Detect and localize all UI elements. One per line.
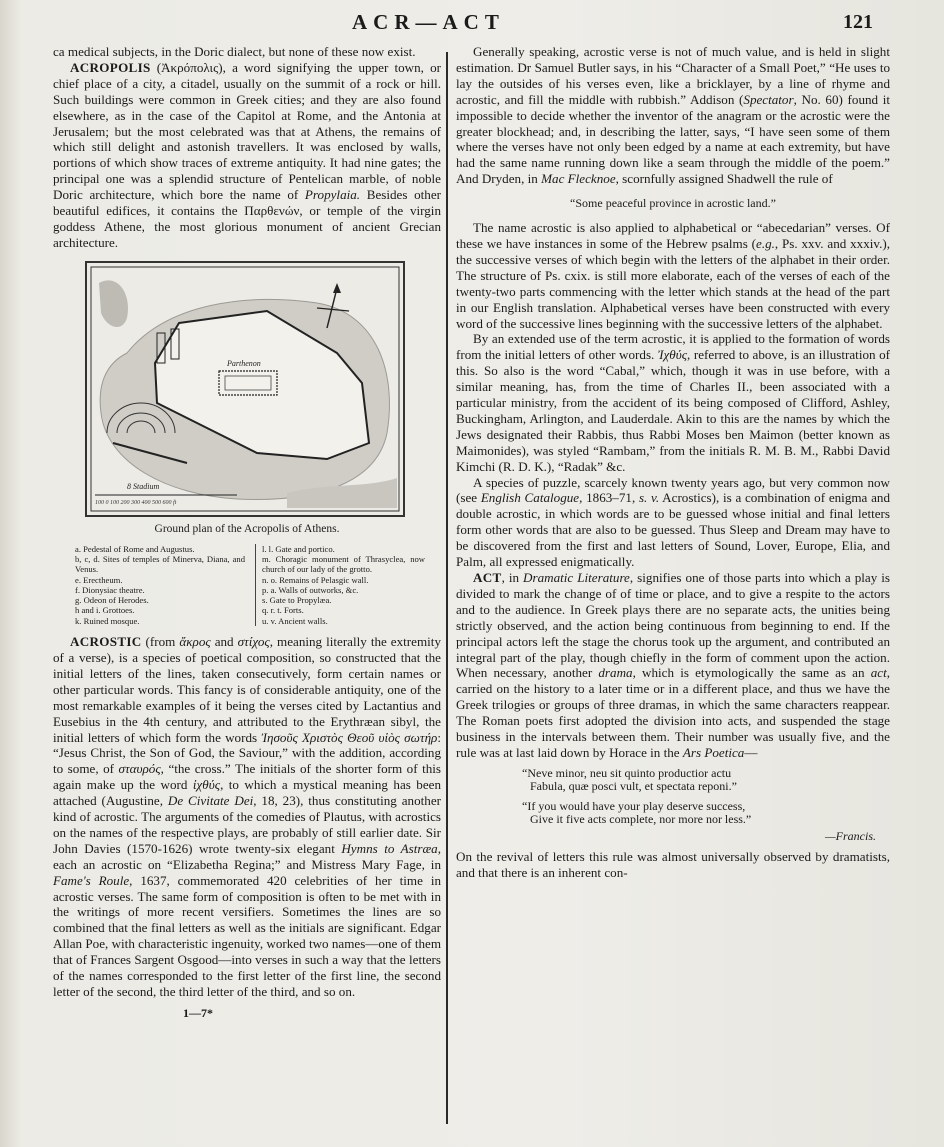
entry-text: , scornfully assigned Shadwell the rule of — [615, 171, 833, 187]
italic-term: s. v. — [638, 490, 660, 506]
entry-text: A species of puzzle, scarcely known twenty years ago, but very common now (see — [456, 474, 890, 506]
legend-item: m. Choragic monument of Thrasyclea, now church of our lady of the grotto. — [262, 553, 425, 575]
legend-item: e. Erectheum. — [75, 574, 123, 585]
legend-item: f. Dionysiac theatre. — [75, 584, 145, 595]
running-head: ACR—ACT — [352, 10, 505, 34]
entry-acrostic — [53, 634, 441, 1000]
entry-text: By an extended use of the term acrostic, it is applied to the formation of words from the initial letters of other words. — [456, 331, 890, 363]
greek-term: Ἰχθύς — [657, 347, 688, 363]
entry-text: , 1637, commemorated 420 celebrities of her time in acrostic verses. The same form of composition is often to be met with in the writings of more recent versifiers. Sometimes the lines are so combined that the final letters as well as the initials are significant. Edgar Allan Poe, with characteristic ingenuity, worked two names—one of them that of Frances Sargent Osgood—into verses in such a way that the letters of the names corresponded to the first letter of the first line, the second letter of the second, the third letter of the third, and so on. — [53, 872, 442, 999]
legend-item: b, c, d. Sites of temples of Minerva, Diana, and Venus. — [75, 553, 245, 575]
entry-text: , Ps. xxv. and xxxiv.), the successive verses of which begin with the letters of the alphabet in their order. The structure of Ps. cxix. is still more elaborate, each of the verses of each of the twenty-two parts commencing with the letter which stands at the head of the part in our English translation. Alphabetical verses have been constructed with every word of the successive lines beginning with the successive letters of the alphabet. — [456, 235, 890, 331]
entry-text: , a word signifying the upper town, or chief place of a city, a citadel, usually on the summit of a rock or hill. Such buildings were common in Greek cities; and they are also found elsewhere, as in the case of the Capitol at Rome, and the Antonia at Jerusalem; but the most celebrated was that at Athens, the remains of which still delight and astonish travellers. It was enclosed by walls, portions of which show traces of extreme antiquity. It had nine gates; the principal one was a splendid structure of Pentelican marble, of noble Doric architecture, which bore the name of — [53, 59, 441, 203]
entry-text: Besides other beautiful edifices, it contains the — [53, 187, 442, 219]
legend-item: a. Pedestal of Rome and Augustus. — [75, 543, 195, 554]
legend-column-right — [255, 544, 425, 626]
legend-item: u. v. Ancient walls. — [262, 615, 328, 626]
paragraph-puzzle — [456, 475, 890, 570]
entry-text: Generally speaking, acrostic verse is not of much value, and is held in slight estimation. Dr Samuel Butler says, in his “Character of a Small Poet,” “He uses to lay the outsides of his verses even, like a bricklayer, by a line of rhyme and acrostic, and fill the middle with rubbish.” Addison ( — [456, 44, 890, 107]
entry-text: , carried on the history to a later time or in a different place, and thus we have the Greek trilogies or groups of three dramas, in which the same characters reappear. The Roman poets first adopted the division into acts, and suspended the stage business in the intervals between them. Their number was usually five, and the rule was at last laid down by Horace in the — [456, 665, 890, 760]
greek-term: Ἰησοῦς Χριστὸς Θεοῦ υἱὸς σωτήρ — [261, 729, 438, 745]
entry-text: , each an acrostic on “Elizabetha Regina;” and Mistress Mary Fage, in — [53, 840, 442, 872]
entry-text: , meaning literally the extremity of a verse), is a species of poetical composition, so constructed that the initial letters of the lines, taken consecutively, form certain names or other particular words. This fancy is of considerable antiquity, one of the most remarkable examples of it being the verses cited by Lactantius and Eusebius in the 4th century, and attributed to the Erythræan sibyl, the initial letters of which form the words — [53, 634, 441, 745]
paragraph-abecedarian — [456, 220, 890, 331]
legend-item: h and i. Grottoes. — [75, 605, 135, 616]
paragraph-acrostic-value — [456, 44, 890, 187]
entry-text: and — [210, 634, 238, 650]
entry-text: Acrostics), is a combination of enigma and double acrostic, in which words are to be guessed whose initial and final letters form other words that are also to be guessed. Thus Sleep and Dream may have to be discovered from the first and last letters of Sound, Lover, Europe, Elia, and Palm, all expressed enigmatically. — [456, 490, 890, 570]
entry-text: (from — [141, 634, 180, 650]
greek-term: Παρθενών — [244, 203, 300, 219]
legend-item: p. a. Walls of outworks, &c. — [262, 584, 359, 595]
italic-term: Propylaia. — [304, 187, 361, 203]
block-quote: “Some peaceful province in acrostic land.” — [570, 196, 776, 211]
right-column — [456, 44, 890, 881]
entry-text: , to which a mystical meaning has been attached (Augustine, — [53, 777, 442, 809]
verse-line: Give it five acts complete, nor more nor less.” — [530, 812, 752, 827]
entry-text: , which is etymologically the same as an — [632, 665, 871, 681]
entry-text: , or temple of the virgin goddess Athene, the most glorious monument of ancient Grecian architecture. — [53, 203, 441, 250]
entry-text: , referred to above, is an illustration of this. So also is the word “Cabal,” which, though it was in use before, with a similar meaning, has, from the time of Charles II., been associated with a particular ministry, from the accident of its being composed of Clifford, Ashley, Buckingham, Arlington, and Lauderdale. Akin to this are the names by which the Jews designated their Rabbis, thus Rabbi Moses ben Maimon (better known as Maimonides), was styled “Rambam,” from the initials R. M. B. M., Rabbi David Kimchi (R. D. K.), “Radak” &c. — [456, 347, 890, 474]
paragraph-initial-words — [456, 331, 890, 474]
parthenon-label: Parthenon — [227, 358, 261, 368]
italic-title: Mac Flecknoe — [541, 171, 616, 187]
map-illustration — [87, 263, 403, 515]
greek-term: σταυρός — [118, 761, 161, 777]
entry-text: : “Jesus Christ, the Son of God, the Saviour,” with the addition, according to some, of — [53, 729, 441, 777]
entry-text: — — [744, 744, 758, 760]
italic-term: drama — [598, 665, 633, 681]
greek-term: ἄκρος — [179, 634, 211, 650]
verse-latin — [522, 767, 890, 794]
entry-text: , in — [501, 570, 524, 585]
greek-term: στίχος — [237, 634, 270, 650]
figure-caption: Ground plan of the Acropolis of Athens. — [154, 522, 340, 535]
italic-title: Fame's Roule — [53, 872, 130, 888]
figure-legend — [75, 544, 425, 626]
entry-text: , No. 60) found it impossible to decide whether the inventor of the anagram or the acrostic were the greater blockhead; and, in describing the latter, says, “I have seen some of them where the verses have not only been edged by a name at each extremity, but have had the same name running down like a seam through the middle of the poem.” And Dryden, in — [456, 91, 891, 187]
legend-item: g. Odeon of Herodes. — [75, 595, 149, 606]
italic-title: De Civitate Dei — [167, 793, 254, 809]
italic-term: Dramatic Literature — [523, 570, 630, 585]
paragraph-revival: On the revival of letters this rule was almost universally observed by dramatists, and that there is an inherent con- — [456, 849, 890, 881]
entry-acropolis — [53, 60, 441, 251]
italic-term: act — [870, 665, 887, 681]
paragraph-continuation: ca medical subjects, in the Doric dialect, but none of these now exist. — [53, 44, 416, 59]
page-header — [0, 6, 944, 40]
entry-text: The name acrostic is also applied to alphabetical or “abecedarian” verses. Of these we have instances in some of the Hebrew psalms ( — [456, 220, 890, 251]
italic-title: Spectator — [743, 91, 794, 107]
verse-english — [522, 800, 890, 827]
headword-act: ACT — [473, 570, 502, 585]
entry-text: , 18, 23), thus constituting another kind of acrostic. The arguments of the comedies of Plautus, with acrostics on the names of the respective plays, are probably of still earlier date. Sir John Davies (1570-1626) wrote twenty-six elegant — [53, 793, 441, 856]
greek-term: (Ἀκρόπολις) — [156, 59, 223, 75]
entry-text: , signifies one of those parts into which a play is divided to mark the change of of time or place, and to give a respite to the actors and to the audience. In Greek plays there are no separate acts, the unities being strictly observed, and the action being continuous from beginning to end. If the principal actors left the stage the chorus took up the argument, and contributed an integral part of the play, though chiefly in the form of comment upon the action. When necessary, another — [456, 570, 890, 681]
legend-item: q. r. t. Forts. — [262, 605, 304, 616]
headword-acrostic: ACROSTIC — [70, 634, 142, 650]
legend-item: l. l. Gate and portico. — [262, 543, 335, 554]
italic-title: Ars Poetica — [682, 744, 745, 760]
verse-line: “If you would have your play deserve success, — [522, 798, 746, 813]
column-divider — [446, 52, 448, 1124]
scale-bar-label: 100 0 100 200 300 400 500 600 ft — [95, 499, 177, 506]
verse-line: “Neve minor, neu sit quinto productior actu — [522, 765, 732, 780]
signature-mark: 1—7* — [183, 1005, 213, 1020]
headword-acropolis: ACROPOLIS — [70, 59, 151, 75]
acropolis-map-figure — [85, 261, 405, 517]
italic-title: Hymns to Astræa — [341, 840, 438, 856]
attribution-text: —Francis. — [825, 828, 876, 843]
verse-line: Fabula, quæ posci vult, et spectata reponi.” — [530, 779, 737, 794]
legend-item: n. o. Remains of Pelasgic wall. — [262, 574, 369, 585]
legend-column-left — [75, 544, 245, 626]
stadium-label: 8 Stadium — [127, 481, 160, 491]
verse-attribution — [456, 829, 890, 845]
entry-text: , 1863–71, — [579, 490, 639, 506]
legend-item: k. Ruined mosque. — [75, 615, 140, 626]
greek-term: ἰχθύς — [192, 777, 221, 793]
page-number: 121 — [843, 11, 873, 33]
left-column — [53, 44, 441, 1022]
entry-text: , “the cross.” The initials of the shorter form of this again make up the word — [53, 761, 441, 793]
entry-act — [456, 570, 890, 761]
italic-title: English Catalogue — [480, 490, 580, 506]
italic-term: e.g. — [756, 235, 775, 251]
legend-item: s. Gate to Propylæa. — [262, 595, 332, 606]
